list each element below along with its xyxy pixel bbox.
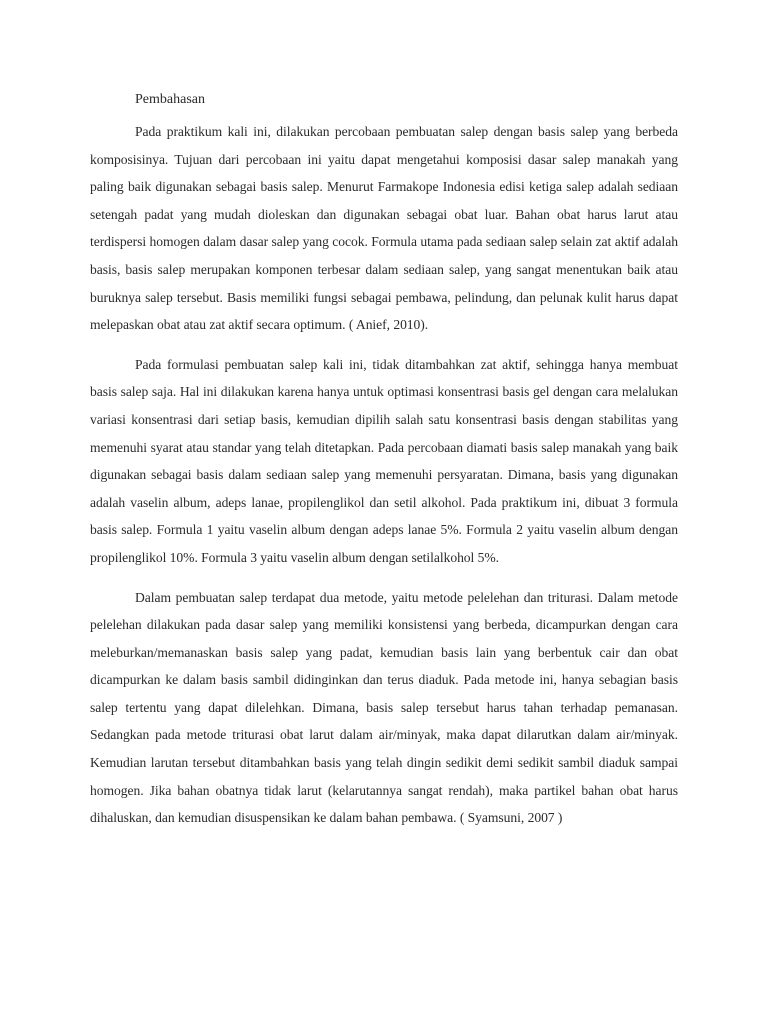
document-body xyxy=(90,90,678,844)
paragraph-1: Pada praktikum kali ini, dilakukan percobaan pembuatan salep dengan basis salep yang berbeda komposisinya. Tujuan dari percobaan ini yaitu dapat mengetahui komposisi dasar salep manakah yang paling baik digunakan sebagai basis salep. Menurut Farmakope Indonesia edisi ketiga salep adalah sediaan setengah padat yang mudah dioleskan dan digunakan sebagai obat luar. Bahan obat harus larut atau terdispersi homogen dalam dasar salep yang cocok. Formula utama pada sediaan salep selain zat aktif adalah basis, basis salep merupakan komponen terbesar dalam sediaan salep, yang sangat menentukan baik atau buruknya salep tersebut. Basis memiliki fungsi sebagai pembawa, pelindung, dan pelunak kulit harus dapat melepaskan obat atau zat aktif secara optimum. ( Anief, 2010). xyxy=(90,124,678,333)
paragraph-2: Pada formulasi pembuatan salep kali ini, tidak ditambahkan zat aktif, sehingga hanya membuat basis salep saja. Hal ini dilakukan karena hanya untuk optimasi konsentrasi basis gel dengan cara melalukan variasi konsentrasi dari setiap basis, kemudian dipilih salah satu konsentrasi basis dengan stabilitas yang memenuhi syarat atau standar yang telah ditetapkan. Pada percobaan diamati basis salep manakah yang baik digunakan sebagai basis dalam sediaan salep yang memenuhi persyaratan. Dimana, basis yang digunakan adalah vaselin album, adeps lanae, propilenglikol dan setil alkohol. Pada praktikum ini, dibuat 3 formula basis salep. Formula 1 yaitu vaselin album dengan adeps lanae 5%. Formula 2 yaitu vaselin album dengan propilenglikol 10%. Formula 3 yaitu vaselin album dengan setilalkohol 5%. xyxy=(90,356,678,565)
section-heading: Pembahasan xyxy=(135,92,205,107)
paragraph-3: Dalam pembuatan salep terdapat dua metode, yaitu metode pelelehan dan triturasi. Dalam metode pelelehan dilakukan pada dasar salep yang memiliki konsistensi yang berbeda, dicampurkan dengan cara meleburkan/memanaskan basis salep yang padat, kemudian basis lain yang berbentuk cair dan obat dicampurkan ke dalam basis sambil didinginkan dan terus diaduk. Pada metode ini, hanya sebagian basis salep tertentu yang dapat dilelehkan. Dimana, basis salep tersebut harus tahan terhadap pemanasan. Sedangkan pada metode triturasi obat larut dalam air/minyak, maka dapat dilarutkan dalam air/minyak. Kemudian larutan tersebut ditambahkan basis yang telah dingin sedikit demi sedikit sambil diaduk sampai homogen. Jika bahan obatnya tidak larut (kelarutannya sangat rendah), maka partikel bahan obat harus dihaluskan, dan kemudian disuspensikan ke dalam bahan pembawa. ( Syamsuni, 2007 ) xyxy=(90,589,678,826)
